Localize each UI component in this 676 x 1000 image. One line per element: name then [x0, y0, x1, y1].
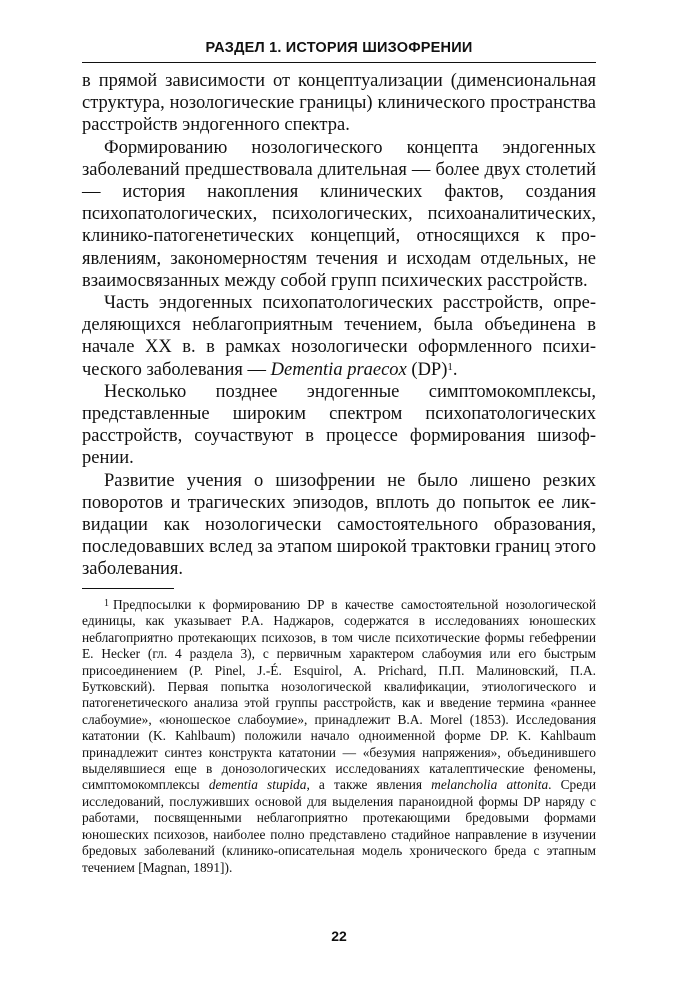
- footnote-text-3: . Среди исследований, послуживших основой для выделения параноидной формы DP наряду с работами, посвященными неблагоприятно протекающими бредовыми формами юношеских психозов, наиболее полно представлено стадийное направление в изучении бредовых заболеваний (клинико-описательная модель хронического бреда с этапным течением [Magnan, 1891]).: [82, 777, 596, 875]
- footnote-reference[interactable]: 1: [447, 360, 453, 373]
- dp-abbreviation: (DP): [406, 359, 448, 380]
- paragraph-5: Развитие учения о шизофрении не было лишено резких поворотов и трагических эпизодов, вплоть до попыток ее ликвидации как нозологически самостоятельного образования, последовавших вслед за этапом широкой трактовки границ этого заболевания.: [82, 470, 596, 580]
- main-text: [82, 70, 596, 581]
- footnote-marker: 1: [104, 598, 109, 609]
- paragraph-4: Несколько позднее эндогенные симптомокомплексы, представленные широким спектром психопатологических расстройств, соучаствуют в процессе формирования шизофрении.: [82, 381, 596, 469]
- footnote-term-melancholia-attonita: melancholia attonita: [431, 777, 549, 793]
- page-number: 22: [331, 928, 347, 944]
- header-rule: [82, 62, 596, 63]
- footnote-text-2: , а также явления: [306, 777, 432, 793]
- footnote-rule: [82, 588, 174, 589]
- paragraph-3: [82, 292, 596, 381]
- paragraph-3-text: Часть эндогенных психопатологических расстройств, определяющихся неблагоприятным течением, была объединена в начале XX в. в рамках нозологически оформленного психического заболевания —: [82, 293, 596, 380]
- footnote: [82, 597, 596, 876]
- running-header: РАЗДЕЛ 1. ИСТОРИЯ ШИЗОФРЕНИИ: [205, 40, 473, 56]
- paragraph-3-end: .: [452, 359, 458, 380]
- paragraph-2: Формированию нозологического концепта эндогенных заболеваний предшествовала длительная — более двух столетий — история накопления клинических фактов, создания психопатологических, психологических, психоаналитических, клинико-патогенетических концепций, относящихся к проявлениям, закономерностям течения и исходам отдельных, не взаимосвязанных между собой групп психических расстройств.: [82, 137, 596, 291]
- paragraph-1: в прямой зависимости от концептуализации (дименсиональная структура, нозологические границы) клинического пространства расстройств эндогенного спектра.: [82, 71, 596, 136]
- footnote-text-1: Предпосылки к формированию DP в качестве самостоятельной нозологической единицы, как указывает Р.А. Наджаров, содержатся в исследованиях юношеских неблагоприятно протекающих психозов, в том числе психотические формы гебефрении E. Hecker (гл. 4 раздела 3), с первичным характером слабоумия или его быстрым присоединением (P. Pinel, J.-É. Esquirol, A. Prichard, П.П. Малиновский, П.А. Бутковский). Первая попытка нозологической квалификации, этиологического и патогенетического анализа этой группы расстройств, как и введение термина «раннее слабоумие», «юношеское слабоумие», принадлежит B.A. Morel (1853). Исследования кататонии (K. Kahlbaum) положили начало одноименной форме DP. K. Kahlbaum принадлежит синтез конструкта кататонии — «безумия напряжения», объединившего выделявшиеся еще в донозологических исследованиях каталептические феномены, симптомокомплексы: [82, 597, 596, 793]
- dementia-praecox-term: Dementia praecox: [270, 359, 407, 380]
- footnote-term-dementia-stupida: dementia stupida: [208, 777, 307, 793]
